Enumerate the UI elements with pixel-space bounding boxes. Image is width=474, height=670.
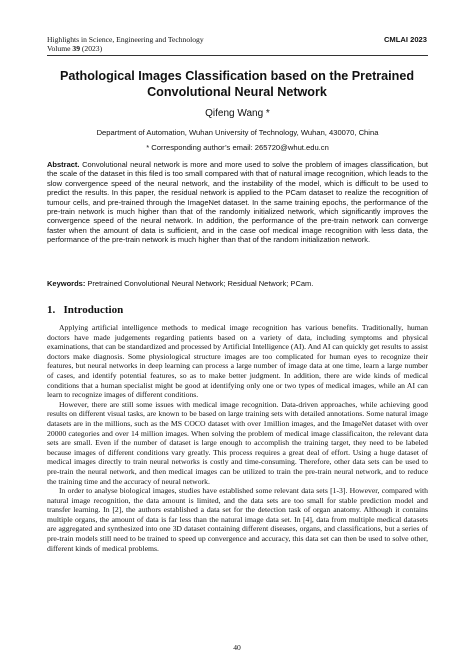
body-text (47, 323, 428, 553)
conference-name: CMLAI 2023 (383, 35, 427, 44)
keywords-text: Pretrained Convolutional Neural Network; Residual Network; PCam. (85, 279, 314, 288)
section-heading (47, 304, 123, 317)
abstract-text: Convolutional neural network is more and more used to solve the problem of images classification, but the scale of the dataset in this filed is too small compared with that of natural image recognition, which leads to the slow convergence speed of the neural network, and the instability of the model, which is difficult to be used to predict the results. In this paper, the residual network is applied to the PCam dataset to realize the recognition of tumour cells, and pre-trained through the ImageNet dataset. In the same training epochs, the performance of the pre-train network is much higher than that of the randomly initialized network, which significantly improves the convergence speed of the neural network. In addition, the performance of the pre-train network can converge faster when the amount of data is sufficient, and in the case oof medical image recognition with less data, the performance of the pre-train network is much higher than that of the random initialization network. (47, 160, 428, 245)
paragraph: In order to analyse biological images, studies have established some relevant data sets [1-3]. However, compared with natural image recognition, the data amount is limited, and the data sets are too small for stable prediction model and transfer learning. In [2], the authors established a data set for the detection task of organ anatomy. Although it contains multiple organs, the amount of data is far less than the natural image data set. In [4], data from multiple medical datasets are aggregated and synthesized into one 3D dataset containing different diseases, organs, and classifications, but a series of pre-train models still need to be trained to speed up convergence and accuracy, this data set can then be used to solve other, different kinds of medical problems. (47, 486, 428, 553)
journal-name: Highlights in Science, Engineering and Technology (47, 35, 204, 44)
section-title: Introduction (63, 304, 124, 316)
paragraph: However, there are still some issues with medical image recognition. Data-driven approaches, while achieving good results on different visual tasks, are known to be based on large training sets with detailed annotations. Some natural image datasets are in the millions, such as the MS COCO dataset with over 1million images, and the ImageNet dataset with over 20000 categories and over 14 million images. When solving the problem of medical image classificaiton, the relevant data sets are small. Even if the number of dataset is large enough to accomplish the training target, they need to be labeled because images of different conditions vary greatly. This process requires a great deal of effort. Using a huge dataset of medical images directly to train neural networks is costly and time-consuming. Therefore, other data sets can be used to pre-train the neural network, and then medical images can be utilized to train the pre-train neural network, and to reduce the training time and the accuracy of neural network. (47, 399, 428, 486)
corresponding-author: * Corresponding author’s email: 265720@whut.edu.cn (146, 143, 329, 152)
keywords (47, 279, 428, 288)
section-number: 1. (47, 304, 56, 316)
volume-info: Volume 39 (2023) (47, 44, 103, 53)
header-rule (47, 55, 428, 56)
volume-number: 39 (72, 44, 80, 53)
page-number: 40 (233, 643, 241, 652)
abstract (47, 160, 428, 245)
running-header (47, 35, 204, 53)
keywords-label: Keywords: (47, 279, 86, 288)
abstract-label: Abstract. (47, 160, 80, 169)
paragraph: Applying artificial intelligence methods to medical image recognition has various benefits. Traditionally, human doctors have made judgements regarding patients based on a variety of data, including symptoms and physical examinations, that can be standardized and processed by Artificial Intelligence (AI). And AI can quickly get results to assist doctors make diagnosis. Some physiological structure images are too complicated for human eyes to recognize their features, but neural networks in deep learning can process a large number of image data at one time, learn a large number of cases, and identify potential features, so as to make better judgment. In addition, there are wide kinds of medical conditions that a human specialist might be good at identifying only one or two types of medical images, while an AI can learn to recognize images of different conditions. (47, 323, 428, 400)
affiliation: Department of Automation, Wuhan University of Technology, Wuhan, 430070, China (96, 128, 379, 137)
paper-title: Pathological Images Classification based on the Pretrained Convolutional Neural Network (59, 69, 415, 99)
author-name: Qifeng Wang * (205, 108, 270, 119)
